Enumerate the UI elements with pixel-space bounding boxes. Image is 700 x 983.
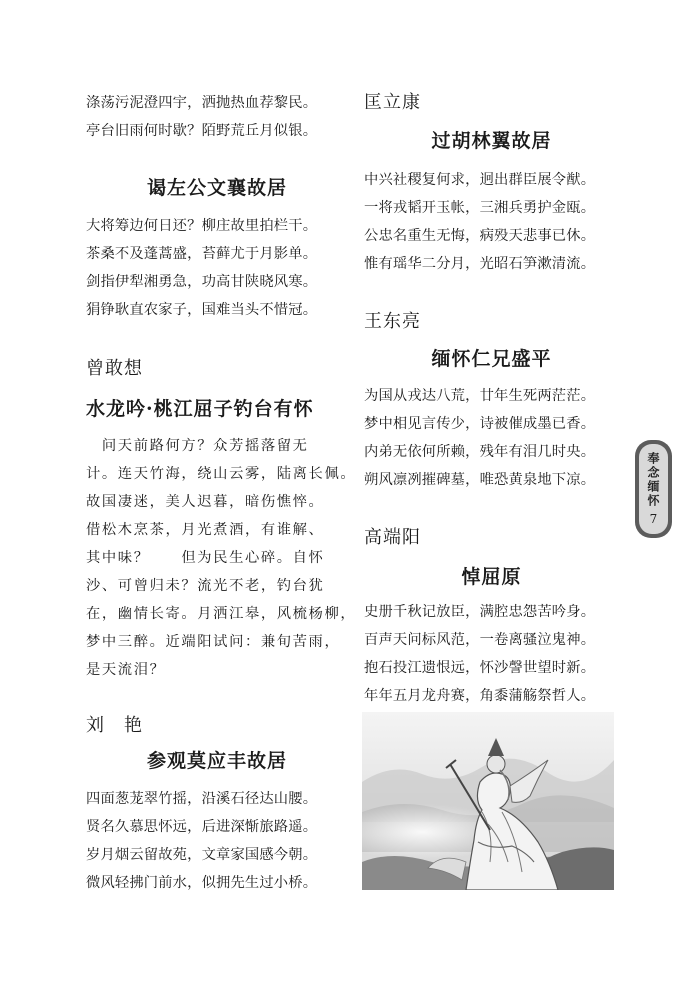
poem-line: 内弟无依何所赖，残年有泪几时央。 bbox=[364, 444, 596, 460]
poem-line: 其中味？ 但为民生心碎。自怀 bbox=[86, 550, 325, 566]
poem-line: 史册千秋记放臣，满腔忠怨苦吟身。 bbox=[364, 604, 596, 620]
poem-line: 沙、可曾归未？流光不老，钓台犹 bbox=[86, 578, 325, 594]
poem-line: 是天流泪？ bbox=[86, 662, 166, 678]
poem-title: 参观莫应丰故居 bbox=[146, 750, 287, 772]
page-number: 7 bbox=[649, 512, 658, 526]
poem-line: 朔风凛冽摧碑墓，唯恐黄泉地下凉。 bbox=[364, 472, 596, 488]
poem-line: 惟有瑶华二分月，光昭石笋漱清流。 bbox=[364, 256, 596, 272]
poem-line: 一将戎韬开玉帐，三湘兵勇护金瓯。 bbox=[364, 200, 596, 216]
poem-line: 茶桑不及蓬蒿盛，苔藓尤于月影单。 bbox=[86, 246, 318, 262]
poem-line: 问天前路何方？众芳摇落留无 bbox=[86, 438, 309, 454]
poem-line: 贤名久慕思怀远，后进深惭旅路遥。 bbox=[86, 819, 318, 835]
poem-line: 公忠名重生无悔，病殁天悲事已休。 bbox=[364, 228, 596, 244]
poem-title: 谒左公文襄故居 bbox=[146, 177, 287, 199]
poem-author: 匡立康 bbox=[364, 92, 421, 113]
poem-line: 梦中相见言传少，诗被催成墨已香。 bbox=[364, 416, 596, 432]
poem-line: 狷铮耿直农家子，国难当头不惜冠。 bbox=[86, 302, 318, 318]
poem-title: 水龙吟·桃江屈子钓台有怀 bbox=[86, 398, 314, 420]
poem-line: 梦中三醉。近端阳试问：兼旬苦雨， bbox=[86, 634, 341, 650]
poem-line: 百声天问标风范，一卷离骚泣鬼神。 bbox=[364, 632, 596, 648]
poem-line: 岁月烟云留故苑，文章家国感今朝。 bbox=[86, 847, 318, 863]
poem-author: 刘 艳 bbox=[86, 715, 143, 736]
poem-line: 借松木烹茶，月光煮酒，有谁解、 bbox=[86, 522, 325, 538]
poem-line: 大将筹边何日还？柳庄故里拍栏干。 bbox=[86, 218, 318, 234]
poem-author: 曾敢想 bbox=[86, 358, 143, 379]
qu-yuan-illustration bbox=[362, 712, 614, 890]
poem-line: 为国从戎达八荒，廿年生死两茫茫。 bbox=[364, 388, 596, 404]
poem-line: 四面葱茏翠竹摇，沿溪石径达山腰。 bbox=[86, 791, 318, 807]
poem-line: 故国凄迷，美人迟暮，暗伤憔悴。 bbox=[86, 494, 325, 510]
poem-author: 王东亮 bbox=[364, 311, 421, 332]
poem-title: 悼屈原 bbox=[461, 566, 522, 588]
poem-author: 高端阳 bbox=[364, 527, 421, 548]
poem-line: 微风轻拂门前水，似拥先生过小桥。 bbox=[86, 875, 318, 891]
section-tab-label: 奉念缅怀 bbox=[646, 452, 660, 508]
poem-line: 在，幽情长寄。月洒江皋，风梳杨柳， bbox=[86, 606, 357, 622]
poem-line: 年年五月龙舟赛，角黍蒲觞祭哲人。 bbox=[364, 688, 596, 704]
poem-line: 中兴社稷复何求，迥出群臣展令猷。 bbox=[364, 172, 596, 188]
section-tab bbox=[635, 440, 672, 538]
poem-line: 亭台旧雨何时歇？陌野荒丘月似银。 bbox=[86, 123, 318, 139]
poem-line: 计。连天竹海，绕山云雾，陆离长佩。 bbox=[86, 466, 357, 482]
poem-title: 缅怀仁兄盛平 bbox=[431, 348, 552, 370]
poem-title: 过胡林翼故居 bbox=[431, 130, 552, 152]
poem-line: 剑指伊犁湘勇急，功高甘陕晓风寒。 bbox=[86, 274, 318, 290]
poem-line: 涤荡污泥澄四宇，洒抛热血荐黎民。 bbox=[86, 95, 318, 111]
poem-line: 抱石投江遗恨远，怀沙謦世望时新。 bbox=[364, 660, 596, 676]
